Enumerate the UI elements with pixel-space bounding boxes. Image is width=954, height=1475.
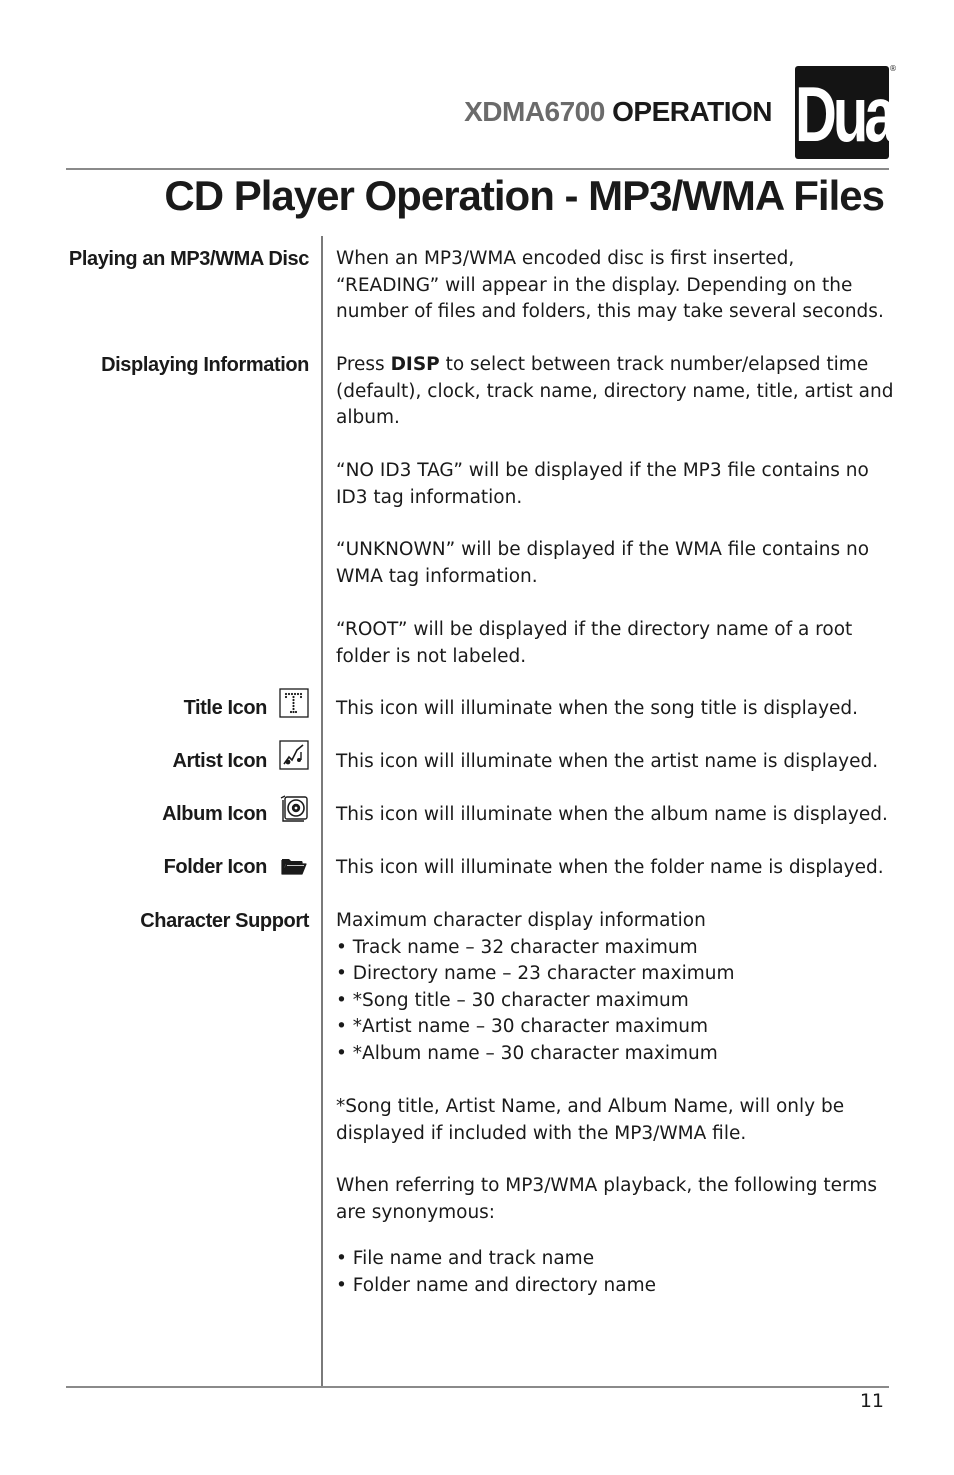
text-line: “ROOT” will be displayed if the directory name of a root — [336, 619, 853, 640]
registered-mark: ® — [889, 64, 897, 73]
terms-paragraph — [336, 1173, 896, 1226]
playing-paragraph — [336, 246, 896, 326]
text-line: are synonymous: — [336, 1201, 496, 1223]
text-line: displayed if included with the MP3/WMA file. — [336, 1122, 747, 1144]
artist-icon-description: This icon will illuminate when the artist name is displayed. — [336, 751, 879, 772]
displaying-paragraph — [336, 352, 896, 432]
logo-text: Dual — [795, 70, 905, 159]
press-text: Press — [336, 354, 391, 375]
section-label-playing: Playing an MP3/WMA Disc — [68, 248, 309, 270]
column-divider — [321, 236, 323, 1386]
unknown-paragraph — [336, 537, 896, 590]
text-line: “UNKNOWN” will be displayed if the WMA file contains no — [336, 539, 870, 560]
text-line: “NO ID3 TAG” will be displayed if the MP3 file contains no — [336, 460, 869, 481]
note-paragraph — [336, 1094, 896, 1147]
character-support-paragraph — [336, 908, 896, 1067]
list-item: • *Artist name – 30 character maximum — [336, 1016, 709, 1037]
text-line: “READING” will appear in the display. Depending on the — [336, 274, 853, 296]
id3-paragraph — [336, 458, 896, 511]
section-label-folder-icon: Folder Icon — [163, 856, 267, 878]
text-fragment: to select between track number/elapsed time — [439, 354, 869, 375]
section-label-title-icon: Title Icon — [183, 697, 267, 719]
text-line: When an MP3/WMA encoded disc is first inserted, — [336, 248, 795, 269]
text-line: *Song title, Artist Name, and Album Name, will only be — [336, 1096, 845, 1117]
dual-logo — [795, 66, 905, 159]
text-line — [336, 352, 896, 379]
text-line: ID3 tag information. — [336, 486, 523, 508]
text-line: number of files and folders, this may take several seconds. — [336, 301, 884, 322]
title-icon-description: This icon will illuminate when the song title is displayed. — [336, 698, 859, 719]
text-line: album. — [336, 407, 400, 428]
album-icon — [279, 794, 309, 824]
operation-label: OPERATION — [612, 96, 772, 127]
folder-icon-description: This icon will illuminate when the folder name is displayed. — [336, 857, 884, 878]
list-item: • *Song title – 30 character maximum — [336, 989, 689, 1011]
disp-button-name: DISP — [390, 354, 440, 375]
synonyms-paragraph — [336, 1246, 896, 1299]
text-line: When referring to MP3/WMA playback, the following terms — [336, 1175, 877, 1196]
list-item: • Directory name – 23 character maximum — [336, 963, 735, 984]
character-limits-list — [336, 935, 896, 1068]
list-item: • Track name – 32 character maximum — [336, 936, 698, 958]
artist-icon — [279, 740, 309, 770]
root-paragraph — [336, 617, 896, 670]
model-number: XDMA6700 — [464, 96, 605, 127]
list-item: • Folder name and directory name — [336, 1274, 656, 1296]
folder-icon — [279, 851, 309, 881]
text-line: folder is not labeled. — [336, 645, 527, 667]
top-divider — [66, 168, 889, 170]
section-label-album-icon: Album Icon — [162, 803, 267, 825]
bottom-divider — [66, 1386, 889, 1388]
page-number: 11 — [859, 1390, 884, 1412]
text-line: WMA tag information. — [336, 565, 538, 587]
section-label-displaying: Displaying Information — [101, 354, 309, 376]
header-title — [464, 96, 772, 128]
section-label-character-support: Character Support — [140, 910, 309, 932]
list-item: • *Album name – 30 character maximum — [336, 1042, 718, 1064]
album-icon-description: This icon will illuminate when the album name is displayed. — [336, 804, 888, 825]
title-icon — [279, 688, 309, 718]
synonyms-list — [336, 1246, 896, 1299]
list-item: • File name and track name — [336, 1248, 595, 1269]
text-line: (default), clock, track name, directory name, title, artist and — [336, 380, 894, 402]
section-label-artist-icon: Artist Icon — [172, 750, 267, 772]
text-line: Maximum character display information — [336, 910, 706, 931]
page-title: CD Player Operation - MP3/WMA Files — [164, 172, 884, 219]
